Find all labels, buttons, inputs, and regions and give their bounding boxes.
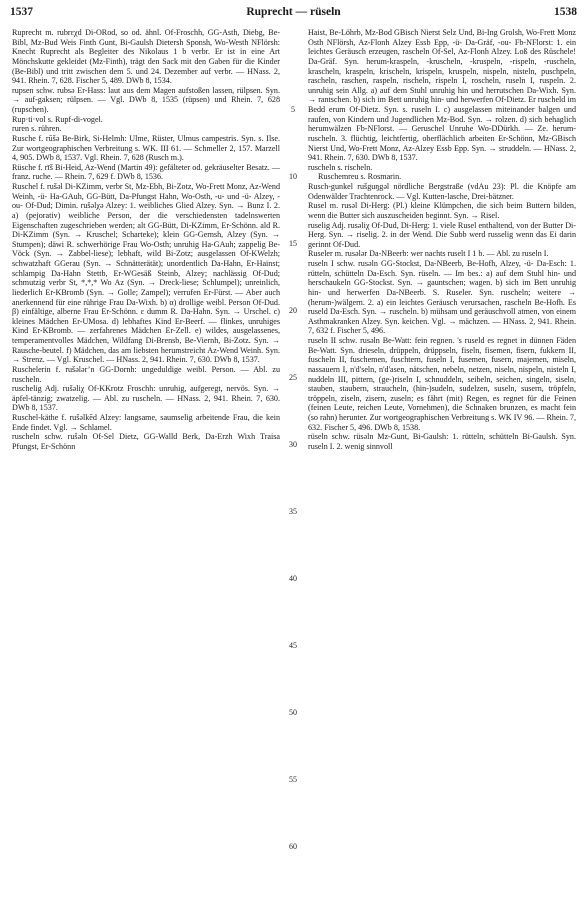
line-number: 10 — [289, 172, 297, 181]
entry-rusche-umlaut: Rüsche f. rīš Bi-Heid, Az-Wend (Martin 49): gefälteter od. gekräuselter Besatz. — franz. ruche. — Rhein. 7, 629 f. DWb 8, 1536. — [12, 162, 280, 182]
line-number: 5 — [291, 105, 295, 114]
entry-rusche: Rusche f. rūšə Be-Birk, Si-Helmh: Ulme, Rüster, Ulmus campestris. Syn. s. Ilse. Zur wortgeographischen Verbreitung s. WK. III 61. — Schmeller 2, 157. Marzell 4, 905. DWb 8, 1537. Vgl. Rhein. 7, 628 (Rusch m.). — [12, 133, 280, 163]
entry-ruscheln-continued: Haist, Be-Löhrb, Mz-Bod GBisch Nierst Selz Und, Bi-Ing Grolsh, Wo-Frett Monz Osth NFlörsh, Az-Flonh Alzey Essb Epp, -ü- Da-Gräf, -ou- Fb-NFlorst: 1. ein leichtes Geräusch erzeugen, rascheln Of-Sel, Az-Flonh Alzey. Loß des Rüschele! Da-Gräf. Syn. herum-kraspeln, -kruscheln, -kruspeln, -rispeln, -ruscheln, krascheln, kraspeln, krischeln, krispeln, kruspeln, nispeln, nisteln, puschpeln, rascheln, raschen, raspeln, rischeln, rispeln I, roscheln, ruseln I, ruspeln. 2. unruhig sein Allg. a) auf dem Stuhl unruhig hin und herrutschen Da-Wixh. Syn. → rantschen. b) sich im Bett unruhig hin- und herwerfen Of-Dietz. Er ruscheld im Bedd erum Of-Dietz. Syn. s. ruseln I. c) ausgelassen miteinander balgen und raufen, von Kindern und Jugendlichen Mz-Bod. Syn. → rolzen. d) sich behaglich herumwälzen Fb-NFlorst. — Geruschel Unruhe Wo-DDürkh. — Ze. herum-ruscheln. 3. flüchtig, leichtfertig, oberflächlich arbeiten Er-Schönn, Mz-GBisch Nierst Und, Wo-Frett Monz, Az-Alzey Essb Epp. Syn. → struddeln. — HNass. 2, 941. Rhein. 7, 630. DWb 8, 1537. — [308, 28, 576, 163]
entry-ruseln-2: ruseln II schw. rusəln Be-Watt: fein regnen. 's ruseld es regnet in dünnen Fäden Be-Watt. Syn. drieseln, drüppeln, drüppseln, fiseln, fisemen, fisern, fukkern II, fuscheln II, fuschemen, fuschtern, fuseln I, fusemen, fusern, majemen, miseln, nassauern I, n'd'seln, n'd'asen, nätschen, nebeln, netzen, niseln, nispeln, nisteln I, nuddeln III, pittern, (ge-)riseln I, schnuddeln, seibeln, seichen, singeln, siseln, stauben, staubern, straucheln, (hin-)sudeln, sudelzen, suseln, susern, tröpfeln, tröppeln, ziseln, zisern, zuseln; es fährt (mit) Regen, es regnet für die Feinen (feinen Leute, reichen Leute, Vornehmen), die Schnaken brunzen, es macht fein (so rahn) herunter. Zur wortgeographischen Verbreitung s. WK IV 96. — Rhein. 7, 632. Fischer 5, 496. DWb 8, 1538. — [308, 336, 576, 432]
entry-rueseln: rüseln schw. rüsəln Mz-Gunt, Bi-Gaulsh: 1. rütteln, schütteln Bi-Gaulsh. Syn. ruseln I. 2. wenig sinnvoll — [308, 432, 576, 451]
entry-ruprecht: Ruprecht m. rubrɛχd Di-ORod, so od. ähnl. Of-Froschh, GG-Asth, Diebg, Be-Bibl, Mz-Bud Weis Finth Gunt, Bi-Gaulsh Dietersh Sponsh, Wo-Westh NFlörsh: Knecht Ruprecht als Begleiter des Nikolaus 1 b verbr. Er ist in eine Art Mönchskutte gekleidet (Mz-Finth), trägt den Sack mit den Gaben für die Kinder (Be-Bibl) und tritt zwischen dem 5. und 24. Dezember auf verbr. — HNass. 2, 941. Rhein. 7, 628. Fischer 5, 489. DWb 8, 1534. — [12, 28, 280, 86]
line-number: 20 — [289, 306, 297, 315]
entry-ruscheln-ref: ruscheln s. rischeln. — [308, 162, 373, 172]
line-number: 30 — [289, 440, 297, 449]
line-number: 45 — [289, 641, 297, 650]
entry-ruptivol: Rup·ti·vol s. Rupf-di-vogel. — [12, 114, 103, 124]
entry-ruschemreu: Ruschemreu s. Rosmarin. — [318, 172, 402, 182]
line-number: 35 — [289, 507, 297, 516]
entry-ruren: ruren s. rühren. — [12, 124, 62, 134]
line-numbers — [284, 28, 302, 900]
entry-ruschel: Ruschel f. rušəl Di-KZimm, verbr St, Mz-Ebh, Bi-Zotz, Wo-Frett Monz, Az-Wend Weinh, -ü- Ha-GAuh, GG-Bütt, Da-Pfungst Hahn, Wo-Osth, -u- und -ü- Alzey, -ou- Of-Dud; Dimin. rušəlχə Alzey: 1. weibliches Glied Alzey. Syn. → Bunz I. 2. a) (pejorativ) weibliche Person, der die verschiedensten tadelnswerten Eigenschaften zugeschrieben werden; alt GG-Bütt, Di-KZimm, Er-Schönn. ald R. Di-KZimm (Syn. → Kruschel; Scharteke); klein GG-Gernsh, Alzey (Syn. → Stumpen); däwi R. schwerhörige Frau Wo-Osth; unruhig Ha-GAuh; zappelig Be-Vöck (Syn. → Zabbel-liese); lebhaft, wild Bi-Zotz; ausgelassen Of-KWelzh; schwatzhaft GGerau (Syn. → Schnätterätät); unordentlich Da-Hahn, Er-Hainst; schlampig Da-Hahn Stettb, Er-WGesäß Steinb, Alzey; nachlässig Of-Dud; schmutzig verbr St, *,*,* Wo Az (Syn. → Dreck-liese; Schlumpel); unreinlich, liederlich Er-KBromb (Syn. → Golle; Zampel); verrufen Er-Fürst. — Aber auch anerkennend für eine rührige Frau Da-Wixh. b) α) drollige weibl. Person Of-Dud. β) einfältige, alberne Frau Er-Schönn. ɛ dumm R. Da-Hahn. Syn. → Urschel. c) kleines Mädchen Er-UMosa. d) lebhaftes Kind Er-Beerf. — flinkes, unruhiges Kind Er-KBromb. — zerfahrenes Mädchen Er-Zell. e) wildes, ausgelassenes, temperamentvolles Mädchen, Wildfang Di-Brensb, Be-Viernh, Bi-Zotz. Syn. → Rausche-beutel. f) Mädchen, das am liebsten herumstreicht Az-Wend Weinh. Syn. → Strenz. — Vgl. Kruschel. — HNass. 2, 941. Rhein. 7, 630. DWb 8, 1537. — [12, 182, 280, 365]
entry-ruschelerin: Ruschelerin f. rušələr’n GG-Dornh: ungeduldige weibl. Person. — Abl. zu ruscheln. — [12, 364, 280, 384]
right-page-number: 1538 — [554, 6, 577, 18]
entry-rupsen: rupsen schw. rubsə Er-Hass: laut aus dem Magen aufstoßen lassen, rülpsen. Syn. → auf-gaksen; rülpsen. — Vgl. DWb 8, 1535 (rüpsen) und Rhein. 7, 628 (rupschen). — [12, 85, 280, 114]
line-number: 25 — [289, 373, 297, 382]
entry-ruschelig: ruschelig Adj. rušəliχ Of-KKrotz Froschh: unruhig, aufgeregt, nervös. Syn. → äpfel-tänzig; zwatzelig. — Abl. zu ruscheln. — HNass. 2, 941. Rhein. 7, 630. DWb 8, 1537. — [12, 384, 280, 413]
left-page-number: 1537 — [10, 6, 33, 18]
line-number: 40 — [289, 574, 297, 583]
right-column — [308, 28, 576, 900]
entry-rusel: Rusel m. rusəl Di-Herg: (Pl.) kleine Klümpchen, die sich beim Buttern bilden, wenn die Butter sich auszuscheiden beginnt. Syn. → Risel. — [308, 201, 576, 220]
entry-ruscheln: ruscheln schw. rušəln Of-Sel Dietz, GG-Walld Berk, Da-Erzh Wixh Traisa Pfungst, Er-Schönn — [12, 432, 280, 451]
entry-ruseler: Ruseler m. rusələr Da-NBeerb: wer nachts ruselt I 1 b. — Abl. zu ruseln I. — [308, 249, 549, 259]
line-number: 15 — [289, 239, 297, 248]
entry-ruseln-1: ruseln I schw. rusəln GG-Stockst, Da-NBeerb, Be-Hofh, Alzey, -ü- Da-Esch: 1. rütteln, schütteln Da-Esch. Syn. rüseln. — Im bes.: a) auf dem Stuhl hin- und herschaukeln GG-Stockst. Syn. → gauntschen; wagen. b) sich im Bett unruhig hin- und herwerfen Da-NBeerb. S. Ruseler. Syn. ruscheln; weitere → (herum-)wälgern. 2. a) ein leichtes Geräusch verursachen, rascheln Be-Hofh. Es ruseld Da-Esch. Syn. → ruscheln. b) mühsam und geräuschvoll atmen, von einem Asthmakranken Alzey. Syn. keichen. Vgl. → mächzen. — HNass. 2, 941. Rhein. 7, 632 f. Fischer 5, 496. — [308, 259, 576, 336]
running-title: Ruprecht — rüseln — [246, 6, 341, 18]
entry-ruschel-kaethe: Ruschel-käthe f. rušəlkēd Alzey: langsame, saumselig arbeitende Frau, die kein Ende findet. Vgl. → Schlamel. — [12, 413, 280, 432]
line-number: 50 — [289, 708, 297, 717]
entry-ruselig: ruselig Adj. rusəliχ Of-Dud, Di-Herg: 1. viele Rusel enthaltend, von der Butter Di-Herg. Syn. → riselig. 2. in der Wend. Die Subb werd russelig wenn das Ei darin gerinnt Of-Dud. — [308, 220, 576, 249]
page-header — [10, 6, 577, 22]
entry-rusch-gunkel: Rusch-gunkel rušguŋgəl nördliche Bergstraße (vdAu 23): Pl. die Knöpfe am Odenwälder Trachtenrock. — Vgl. Kutten-lasche, Drei-bätzner. — [308, 182, 576, 201]
line-number: 55 — [289, 775, 297, 784]
line-number: 60 — [289, 842, 297, 851]
left-column — [12, 28, 280, 900]
